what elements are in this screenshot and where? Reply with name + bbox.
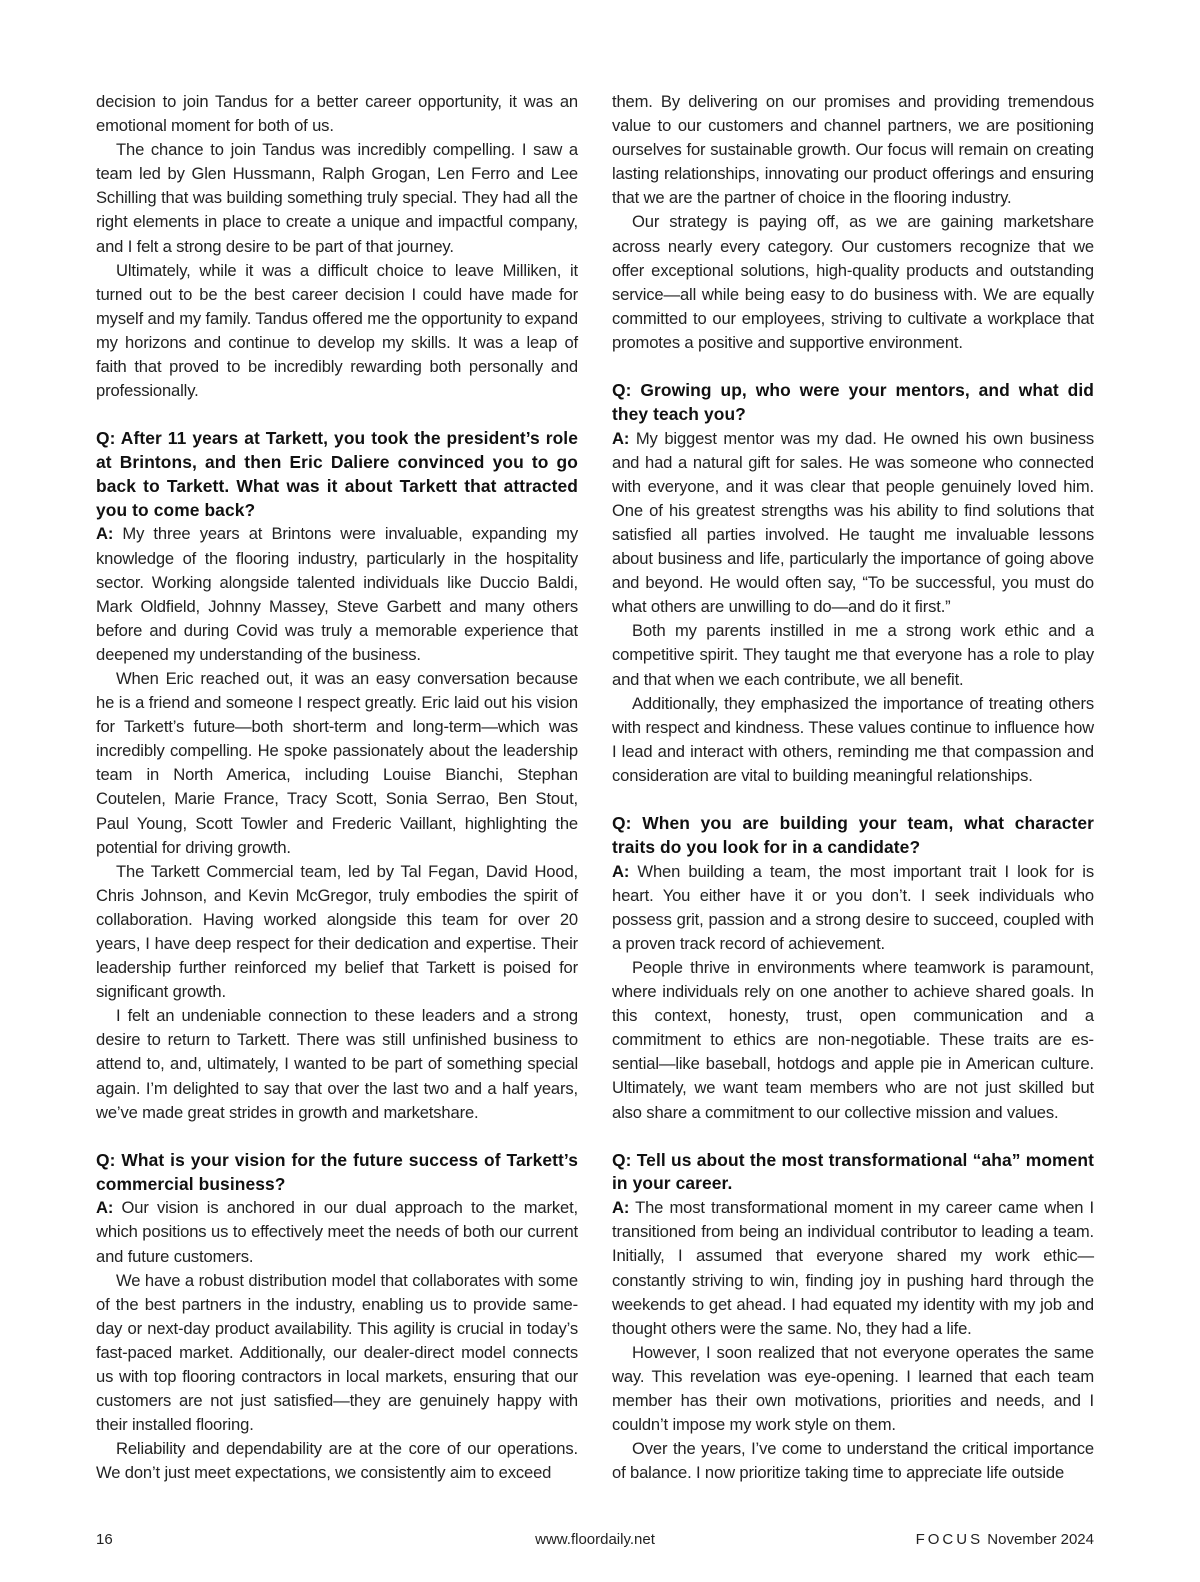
answer-paragraph xyxy=(612,427,1094,620)
answer-label: A: xyxy=(612,861,630,881)
paragraph: We have a robust distribution model that collaborates with some of the best partners in the industry, enabling us to provide same-day or next-day product availability. This agility is crucial in today’s fast-paced market. Additionally, our dealer-direct model connects us with top flooring contractors in local markets, ensuring that our customers are not just satisfied—they are genuinely happy with their installed flooring. xyxy=(96,1270,578,1435)
answer-paragraph xyxy=(612,1196,1094,1341)
paragraph: However, I soon realized that not everyone operates the same way. This revelation was eye-opening. I learned that each team member has their own motivations, priorities and needs, and I couldn’t impose my work style on them. xyxy=(612,1342,1094,1435)
answer-text: My biggest mentor was my dad. He owned his own business and had a natural gift for sales. He was someone who connected with everyone, and it was clear that people genuinely loved him. One of his greatest strengths was his ability to find solutions that satisfied all parties involved. He taught me invaluable lessons about business and life, particularly the importance of going above and beyond. He would often say, “To be successful, you must do what others are unwilling to do—and do it first.” xyxy=(612,428,1094,617)
answer-text: Our vision is anchored in our dual approach to the market, which positions us to effectively meet the needs of both our current and future customers. xyxy=(96,1198,578,1266)
paragraph: When Eric reached out, it was an easy conversation because he is a friend and someone I respect greatly. Eric laid out his vision for Tarkett’s future—both short-term and long-term—which was incredibly compelling. He spoke passionately about the leadership team in North America, including Louise Bianchi, Stephan Coutelen, Marie France, Tracy Scott, Sonia Serrao, Ben Stout, Paul Young, Scott Towler and Frederic Vaillant, highlighting the potential for driving growth. xyxy=(96,668,578,857)
paragraph: Our strategy is paying off, as we are gaining marketshare across nearly every category. Our customers recognize that we offer exceptional solutions, high-quality products and outstanding service—all while being easy to do business with. We are equally committed to our employees, striving to cultivate a workplace that promotes a positive and supportive environment. xyxy=(612,212,1094,352)
page-number: 16 xyxy=(96,1531,113,1548)
answer-label: A: xyxy=(96,524,114,544)
answer-paragraph xyxy=(96,1196,578,1268)
answer-label: A: xyxy=(612,1198,630,1218)
answer-text: My three years at Brintons were invaluable, expanding my knowledge of the flooring industry, particularly in the hospitality sector. Working alongside talented individuals like Duccio Baldi, Mark Oldfield, Johnny Massey, Steve Garbett and many others before and during Covid was truly a memorable experience that deepened my understanding of the business. xyxy=(96,524,578,664)
question-heading: Q: After 11 years at Tarkett, you took the president’s role at Brintons, and then Eric Daliere convinced you to go back to Tarkett. What was it about Tarkett that attracted you to come back? xyxy=(96,428,578,520)
paragraph: Over the years, I’ve come to understand the critical importance of balance. I now prioritize taking time to appreciate life outside xyxy=(612,1439,1094,1483)
paragraph: I felt an undeniable connection to these leaders and a strong desire to return to Tarkett. There was still unfinished business to attend to, and, ultimately, I wanted to be part of something special again. I’m delighted to say that over the last two and a half years, we’ve made great strides in growth and marketshare. xyxy=(96,1006,578,1122)
paragraph: Ultimately, while it was a difficult choice to leave Milliken, it turned out to be the best career decision I could have made for myself and my family. Tandus offered me the opportunity to expand my horizons and continue to develop my skills. It was a leap of faith that proved to be incredibly rewarding both personally and professionally. xyxy=(96,260,578,401)
paragraph: People thrive in environments where teamwork is paramount, where individuals rely on one another to achieve shared goals. In this context, honesty, trust, open communication and a commitment to ethics are non-negotiable. These traits are essential—like baseball, hotdogs and apple pie in American culture. Ultimately, we want team members who are not just skilled but also share a commitment to our collective mission and values. xyxy=(612,958,1094,1122)
website-link[interactable]: www.floordaily.net xyxy=(535,1531,655,1548)
paragraph: The Tarkett Commercial team, led by Tal Fegan, David Hood, Chris Johnson, and Kevin McGregor, truly embodies the spirit of collaboration. Having worked alongside this team for over 20 years, I have deep respect for their dedication and expertise. Their leadership further reinforced my belief that Tarkett is poised for significant growth. xyxy=(96,861,578,1002)
issue-date: November 2024 xyxy=(987,1531,1094,1548)
paragraph: Both my parents instilled in me a strong work ethic and a competitive spirit. They taught me that everyone has a role to play and that when we each contribute, we all benefit. xyxy=(612,621,1094,689)
answer-paragraph xyxy=(612,860,1094,956)
answer-text: When building a team, the most important trait I look for is heart. You either have it or you don’t. I seek individuals who possess grit, passion and a strong desire to succeed, coupled with a proven track record of achievement. xyxy=(612,861,1094,953)
answer-paragraph xyxy=(96,522,578,667)
paragraph: them. By delivering on our promises and providing tremendous value to our customers and channel partners, we are positioning ourselves for sustainable growth. Our focus will remain on creating lasting relationships, innovating our product offerings and ensuring that we are the partner of choice in the flooring industry. xyxy=(612,92,1094,208)
question-heading: Q: What is your vision for the future success of Tarkett’s commercial business? xyxy=(96,1149,578,1194)
question-heading: Q: Growing up, who were your mentors, and what did they teach you? xyxy=(612,380,1094,424)
left-column xyxy=(96,90,578,1485)
question-heading: Q: When you are building your team, what character traits do you look for in a candidate? xyxy=(612,813,1094,857)
publication-name: FOCUS xyxy=(915,1531,984,1548)
paragraph: decision to join Tandus for a better career opportunity, it was an emotional moment for both of us. xyxy=(96,92,578,136)
answer-text: The most transformational moment in my career came when I transitioned from being an individual contributor to leading a team. Initially, I assumed that everyone shared my work ethic—constantly striving to win, finding joy in pushing hard through the weekends to get ahead. I had equated my identity with my job and thought others were the same. No, they had a life. xyxy=(612,1198,1094,1338)
issue-label xyxy=(916,1531,1094,1548)
paragraph: Reliability and dependability are at the core of our operations. We don’t just meet expectations, we consistently aim to exceed xyxy=(96,1439,578,1483)
question-heading: Q: Tell us about the most transformational “aha” moment in your career. xyxy=(612,1149,1094,1194)
answer-label: A: xyxy=(96,1198,114,1218)
paragraph: The chance to join Tandus was incredibly compelling. I saw a team led by Glen Hussmann, Ralph Grogan, Len Ferro and Lee Schilling that was building something truly special. They had all the right elements in place to create a unique and impactful company, and I felt a strong desire to be part of that journey. xyxy=(96,140,578,256)
answer-label: A: xyxy=(612,428,630,448)
paragraph: Additionally, they emphasized the importance of treating others with respect and kindness. These values continue to influence how I lead and interact with others, reminding me that compassion and consideration are vital to building meaningful relationships. xyxy=(612,693,1094,785)
right-column xyxy=(612,90,1094,1485)
